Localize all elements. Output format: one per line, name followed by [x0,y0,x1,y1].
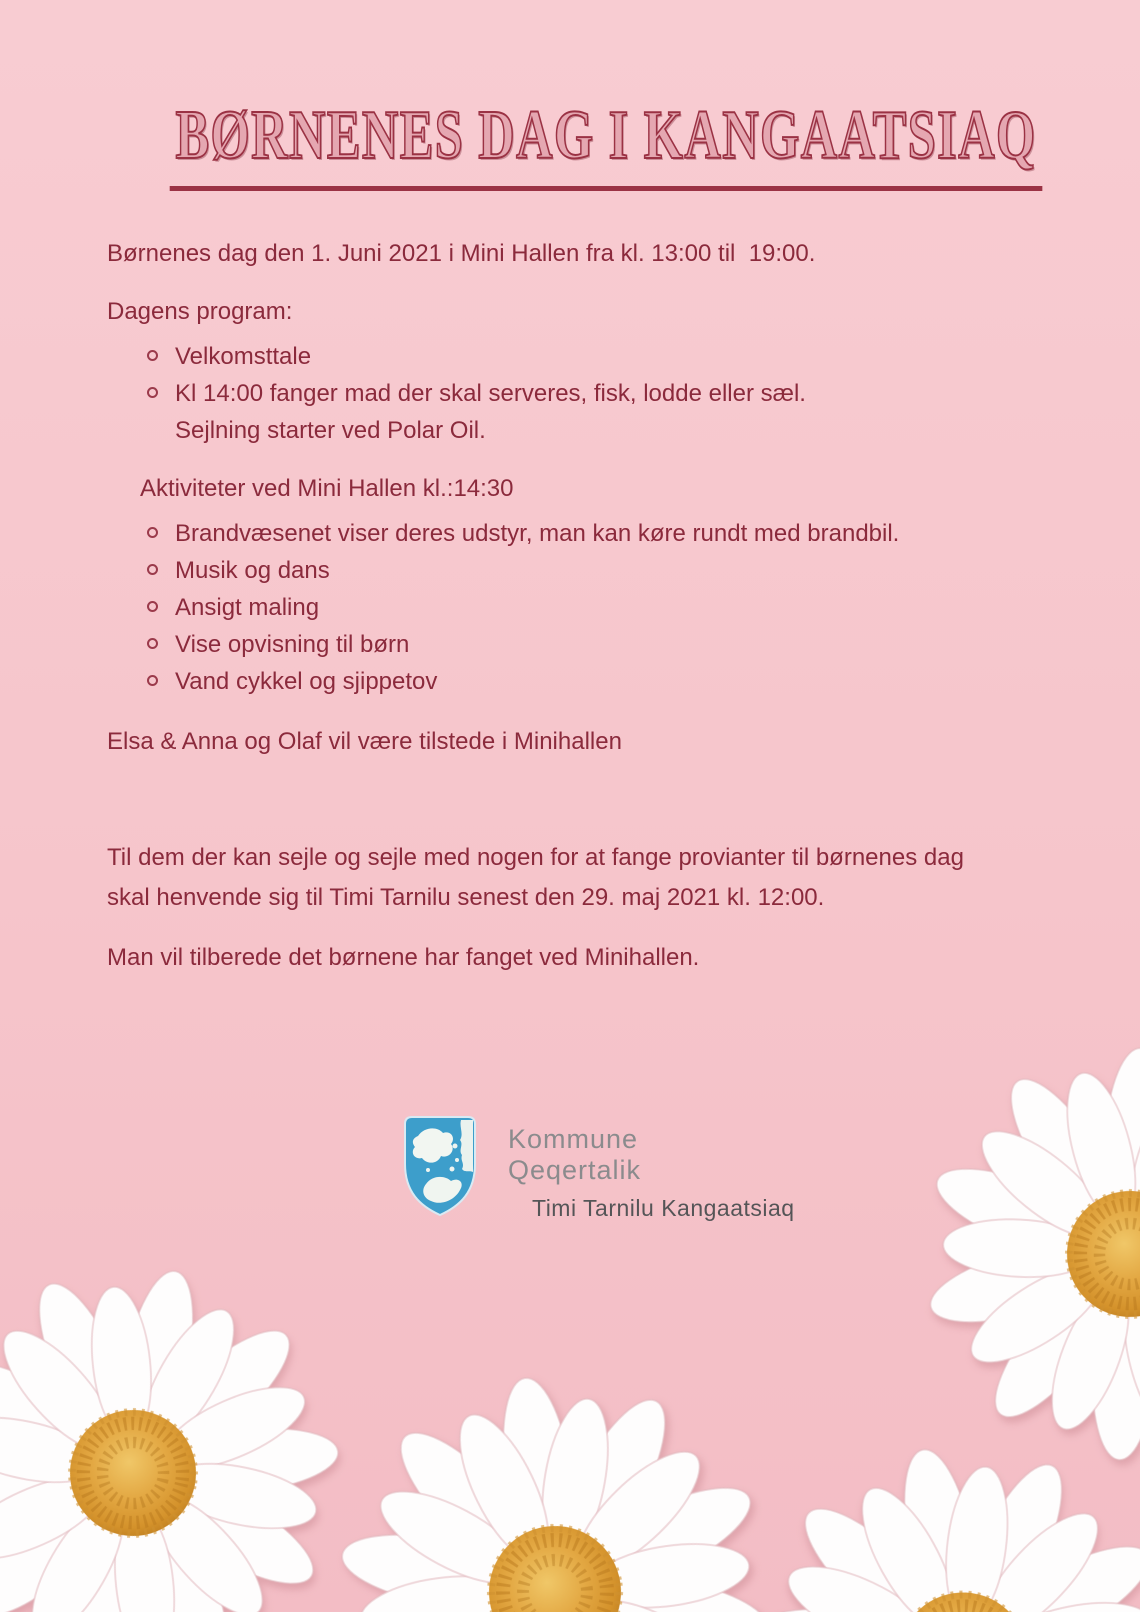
footer-logo-block [398,1114,795,1222]
municipality-name-line2: Qeqertalik [508,1155,642,1185]
bullet-circle-icon [147,527,158,538]
list-item-text: Brandvæsenet viser deres udstyr, man kan køre rundt med brandbil. [175,520,900,547]
bullet-circle-icon [147,564,158,575]
list-item-text: Vand cykkel og sjippetov [175,668,438,695]
list-item [147,515,1047,552]
closing-paragraph-line: Til dem der kan sejle og sejle med nogen for at fange provianter til børnenes dag [107,844,964,871]
daisy-flower-icon [307,1344,804,1612]
closing-paragraph [107,838,1047,918]
list-item-text: Musik og dans [175,557,330,584]
title-area [0,96,1140,191]
poster-title: BØRNENES DAG I KANGAATSIAQ [170,96,1043,191]
organizer-name: Timi Tarnilu Kangaatsiaq [532,1195,795,1221]
activities-heading: Aktiviteter ved Mini Hallen kl.:14:30 [140,475,514,502]
activities-list [107,515,1047,700]
list-item [147,552,1047,589]
list-item [147,338,1047,375]
closing-paragraph-line: skal henvende sig til Timi Tarnilu senest den 29. maj 2021 kl. 12:00. [107,884,825,911]
logo-text-column [508,1114,795,1222]
list-item [147,663,1047,700]
list-item-text: Velkomsttale [175,343,312,370]
list-item-text: Vise opvisning til børn [175,631,410,658]
list-item-text: Kl 14:00 fanger mad der skal serveres, fisk, lodde eller sæl. [175,380,806,407]
list-item-text: Ansigt maling [175,594,320,621]
bullet-circle-icon [147,601,158,612]
presence-note: Elsa & Anna og Olaf vil være tilstede i Minihallen [107,728,622,755]
program-list [107,338,1047,449]
poster-body [107,238,1047,974]
list-item [147,375,1047,449]
list-item-text: Sejlning starter ved Polar Oil. [175,417,486,444]
closing-note: Man vil tilberede det børnene har fanget ved Minihallen. [107,944,700,971]
program-heading: Dagens program: [107,298,293,325]
municipal-coat-of-arms-shield-icon [398,1114,482,1218]
bullet-circle-icon [147,638,158,649]
bullet-circle-icon [147,350,158,361]
list-item [147,589,1047,626]
municipality-name-line1: Kommune [508,1124,639,1154]
daisy-flower-icon [909,1033,1140,1474]
bullet-circle-icon [147,675,158,686]
list-item [147,626,1047,663]
bullet-circle-icon [147,387,158,398]
intro-paragraph: Børnenes dag den 1. Juni 2021 i Mini Hallen fra kl. 13:00 til 19:00. [107,240,816,267]
